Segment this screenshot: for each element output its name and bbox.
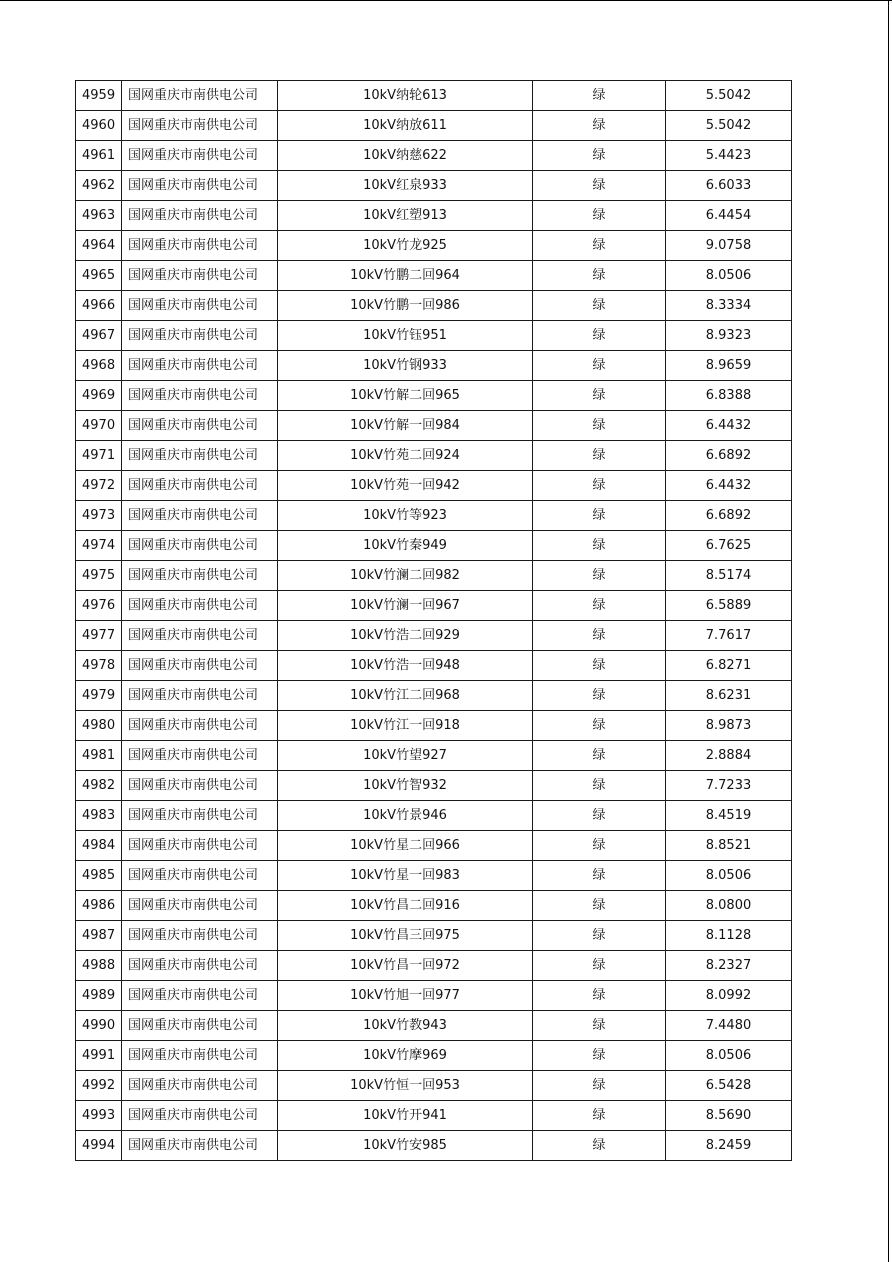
status-cell: 绿 [533,351,666,381]
line-name-cell: 10kV竹鹏二回964 [278,261,533,291]
table-row [76,591,792,621]
row-number-cell: 4979 [76,681,122,711]
status-cell: 绿 [533,1011,666,1041]
value-cell: 7.7233 [666,771,792,801]
value-cell: 6.6892 [666,441,792,471]
table-row [76,981,792,1011]
table-row [76,621,792,651]
value-cell: 8.0506 [666,861,792,891]
unit-name-cell: 国网重庆市南供电公司 [122,381,278,411]
line-name-cell: 10kV竹江二回968 [278,681,533,711]
value-cell: 6.6033 [666,171,792,201]
value-cell: 8.8521 [666,831,792,861]
table-row [76,861,792,891]
status-cell: 绿 [533,591,666,621]
table-row [76,381,792,411]
row-number-cell: 4970 [76,411,122,441]
unit-name-cell: 国网重庆市南供电公司 [122,891,278,921]
value-cell: 8.9659 [666,351,792,381]
value-cell: 8.6231 [666,681,792,711]
value-cell: 6.8271 [666,651,792,681]
table-row [76,681,792,711]
status-cell: 绿 [533,891,666,921]
status-cell: 绿 [533,951,666,981]
line-name-cell: 10kV竹解二回965 [278,381,533,411]
row-number-cell: 4967 [76,321,122,351]
line-name-cell: 10kV红泉933 [278,171,533,201]
line-name-cell: 10kV竹昌一回972 [278,951,533,981]
status-cell: 绿 [533,1041,666,1071]
row-number-cell: 4972 [76,471,122,501]
status-cell: 绿 [533,831,666,861]
page-top-border [0,0,892,1]
status-cell: 绿 [533,771,666,801]
table-row [76,171,792,201]
line-name-cell: 10kV竹等923 [278,501,533,531]
line-name-cell: 10kV竹浩二回929 [278,621,533,651]
value-cell: 8.0506 [666,261,792,291]
value-cell: 6.7625 [666,531,792,561]
status-cell: 绿 [533,501,666,531]
table-row [76,1071,792,1101]
value-cell: 6.5889 [666,591,792,621]
table-row [76,81,792,111]
value-cell: 5.5042 [666,81,792,111]
value-cell: 8.2459 [666,1131,792,1161]
table-row [76,801,792,831]
line-name-cell: 10kV竹澜二回982 [278,561,533,591]
line-name-cell: 10kV纳放611 [278,111,533,141]
unit-name-cell: 国网重庆市南供电公司 [122,351,278,381]
line-name-cell: 10kV竹秦949 [278,531,533,561]
unit-name-cell: 国网重庆市南供电公司 [122,921,278,951]
line-name-cell: 10kV红塑913 [278,201,533,231]
table-row [76,411,792,441]
value-cell: 9.0758 [666,231,792,261]
status-cell: 绿 [533,231,666,261]
row-number-cell: 4968 [76,351,122,381]
row-number-cell: 4964 [76,231,122,261]
unit-name-cell: 国网重庆市南供电公司 [122,591,278,621]
status-cell: 绿 [533,471,666,501]
row-number-cell: 4980 [76,711,122,741]
status-cell: 绿 [533,441,666,471]
unit-name-cell: 国网重庆市南供电公司 [122,1131,278,1161]
unit-name-cell: 国网重庆市南供电公司 [122,291,278,321]
unit-name-cell: 国网重庆市南供电公司 [122,561,278,591]
table-row [76,651,792,681]
status-cell: 绿 [533,81,666,111]
unit-name-cell: 国网重庆市南供电公司 [122,861,278,891]
table-row [76,231,792,261]
unit-name-cell: 国网重庆市南供电公司 [122,1071,278,1101]
row-number-cell: 4969 [76,381,122,411]
unit-name-cell: 国网重庆市南供电公司 [122,81,278,111]
value-cell: 6.5428 [666,1071,792,1101]
unit-name-cell: 国网重庆市南供电公司 [122,141,278,171]
unit-name-cell: 国网重庆市南供电公司 [122,321,278,351]
line-name-cell: 10kV竹恒一回953 [278,1071,533,1101]
unit-name-cell: 国网重庆市南供电公司 [122,231,278,261]
row-number-cell: 4991 [76,1041,122,1071]
row-number-cell: 4981 [76,741,122,771]
row-number-cell: 4971 [76,441,122,471]
table-row [76,741,792,771]
line-name-cell: 10kV竹钰951 [278,321,533,351]
table-row [76,111,792,141]
status-cell: 绿 [533,1101,666,1131]
status-cell: 绿 [533,171,666,201]
line-name-cell: 10kV竹解一回984 [278,411,533,441]
row-number-cell: 4990 [76,1011,122,1041]
status-cell: 绿 [533,561,666,591]
row-number-cell: 4992 [76,1071,122,1101]
line-name-cell: 10kV竹景946 [278,801,533,831]
line-name-cell: 10kV竹星二回966 [278,831,533,861]
page-right-border [888,0,889,1262]
unit-name-cell: 国网重庆市南供电公司 [122,411,278,441]
table-row [76,1131,792,1161]
line-name-cell: 10kV纳轮613 [278,81,533,111]
row-number-cell: 4975 [76,561,122,591]
status-cell: 绿 [533,861,666,891]
status-cell: 绿 [533,411,666,441]
table-row [76,441,792,471]
row-number-cell: 4994 [76,1131,122,1161]
value-cell: 5.4423 [666,141,792,171]
unit-name-cell: 国网重庆市南供电公司 [122,1011,278,1041]
line-name-cell: 10kV竹开941 [278,1101,533,1131]
status-cell: 绿 [533,921,666,951]
table-row [76,1011,792,1041]
status-cell: 绿 [533,201,666,231]
table-row [76,201,792,231]
unit-name-cell: 国网重庆市南供电公司 [122,621,278,651]
table-row [76,471,792,501]
unit-name-cell: 国网重庆市南供电公司 [122,951,278,981]
row-number-cell: 4960 [76,111,122,141]
table-row [76,831,792,861]
line-name-cell: 10kV竹摩969 [278,1041,533,1071]
row-number-cell: 4983 [76,801,122,831]
line-name-cell: 10kV竹苑二回924 [278,441,533,471]
line-name-cell: 10kV竹龙925 [278,231,533,261]
line-name-cell: 10kV竹江一回918 [278,711,533,741]
unit-name-cell: 国网重庆市南供电公司 [122,171,278,201]
value-cell: 7.7617 [666,621,792,651]
unit-name-cell: 国网重庆市南供电公司 [122,711,278,741]
value-cell: 6.4432 [666,471,792,501]
unit-name-cell: 国网重庆市南供电公司 [122,471,278,501]
value-cell: 8.0800 [666,891,792,921]
status-cell: 绿 [533,681,666,711]
status-cell: 绿 [533,651,666,681]
unit-name-cell: 国网重庆市南供电公司 [122,111,278,141]
status-cell: 绿 [533,801,666,831]
value-cell: 8.5690 [666,1101,792,1131]
status-cell: 绿 [533,981,666,1011]
row-number-cell: 4984 [76,831,122,861]
line-name-cell: 10kV竹苑一回942 [278,471,533,501]
row-number-cell: 4987 [76,921,122,951]
row-number-cell: 4961 [76,141,122,171]
unit-name-cell: 国网重庆市南供电公司 [122,981,278,1011]
table-row [76,711,792,741]
line-name-cell: 10kV竹浩一回948 [278,651,533,681]
table-row [76,921,792,951]
row-number-cell: 4988 [76,951,122,981]
row-number-cell: 4982 [76,771,122,801]
status-cell: 绿 [533,711,666,741]
line-name-cell: 10kV竹昌三回975 [278,921,533,951]
table-row [76,561,792,591]
value-cell: 8.4519 [666,801,792,831]
unit-name-cell: 国网重庆市南供电公司 [122,441,278,471]
value-cell: 8.9323 [666,321,792,351]
value-cell: 7.4480 [666,1011,792,1041]
row-number-cell: 4976 [76,591,122,621]
table-row [76,321,792,351]
row-number-cell: 4963 [76,201,122,231]
line-name-cell: 10kV竹钢933 [278,351,533,381]
value-cell: 6.6892 [666,501,792,531]
unit-name-cell: 国网重庆市南供电公司 [122,531,278,561]
unit-name-cell: 国网重庆市南供电公司 [122,741,278,771]
row-number-cell: 4965 [76,261,122,291]
row-number-cell: 4978 [76,651,122,681]
row-number-cell: 4985 [76,861,122,891]
line-name-cell: 10kV纳慈622 [278,141,533,171]
table-row [76,891,792,921]
row-number-cell: 4977 [76,621,122,651]
line-name-cell: 10kV竹安985 [278,1131,533,1161]
table-row [76,1101,792,1131]
value-cell: 8.1128 [666,921,792,951]
table-row [76,351,792,381]
value-cell: 5.5042 [666,111,792,141]
table-row [76,1041,792,1071]
row-number-cell: 4989 [76,981,122,1011]
status-cell: 绿 [533,141,666,171]
row-number-cell: 4962 [76,171,122,201]
table-row [76,291,792,321]
status-cell: 绿 [533,1131,666,1161]
status-cell: 绿 [533,741,666,771]
table-row [76,501,792,531]
unit-name-cell: 国网重庆市南供电公司 [122,1041,278,1071]
table-body [76,81,792,1161]
status-cell: 绿 [533,381,666,411]
value-cell: 6.4454 [666,201,792,231]
status-cell: 绿 [533,621,666,651]
status-cell: 绿 [533,321,666,351]
unit-name-cell: 国网重庆市南供电公司 [122,651,278,681]
table-row [76,951,792,981]
value-cell: 8.3334 [666,291,792,321]
unit-name-cell: 国网重庆市南供电公司 [122,771,278,801]
status-cell: 绿 [533,531,666,561]
value-cell: 2.8884 [666,741,792,771]
data-table [75,80,792,1161]
unit-name-cell: 国网重庆市南供电公司 [122,501,278,531]
row-number-cell: 4973 [76,501,122,531]
line-name-cell: 10kV竹鹏一回986 [278,291,533,321]
row-number-cell: 4959 [76,81,122,111]
row-number-cell: 4993 [76,1101,122,1131]
value-cell: 8.2327 [666,951,792,981]
table-row [76,531,792,561]
row-number-cell: 4974 [76,531,122,561]
table-row [76,771,792,801]
row-number-cell: 4966 [76,291,122,321]
line-name-cell: 10kV竹星一回983 [278,861,533,891]
line-name-cell: 10kV竹旭一回977 [278,981,533,1011]
line-name-cell: 10kV竹教943 [278,1011,533,1041]
unit-name-cell: 国网重庆市南供电公司 [122,1101,278,1131]
unit-name-cell: 国网重庆市南供电公司 [122,261,278,291]
status-cell: 绿 [533,111,666,141]
unit-name-cell: 国网重庆市南供电公司 [122,801,278,831]
status-cell: 绿 [533,261,666,291]
line-name-cell: 10kV竹昌二回916 [278,891,533,921]
line-name-cell: 10kV竹望927 [278,741,533,771]
status-cell: 绿 [533,291,666,321]
row-number-cell: 4986 [76,891,122,921]
value-cell: 6.8388 [666,381,792,411]
status-cell: 绿 [533,1071,666,1101]
value-cell: 8.0992 [666,981,792,1011]
value-cell: 8.5174 [666,561,792,591]
value-cell: 8.9873 [666,711,792,741]
value-cell: 6.4432 [666,411,792,441]
unit-name-cell: 国网重庆市南供电公司 [122,681,278,711]
line-name-cell: 10kV竹澜一回967 [278,591,533,621]
unit-name-cell: 国网重庆市南供电公司 [122,831,278,861]
unit-name-cell: 国网重庆市南供电公司 [122,201,278,231]
table-row [76,261,792,291]
value-cell: 8.0506 [666,1041,792,1071]
line-name-cell: 10kV竹智932 [278,771,533,801]
table-row [76,141,792,171]
